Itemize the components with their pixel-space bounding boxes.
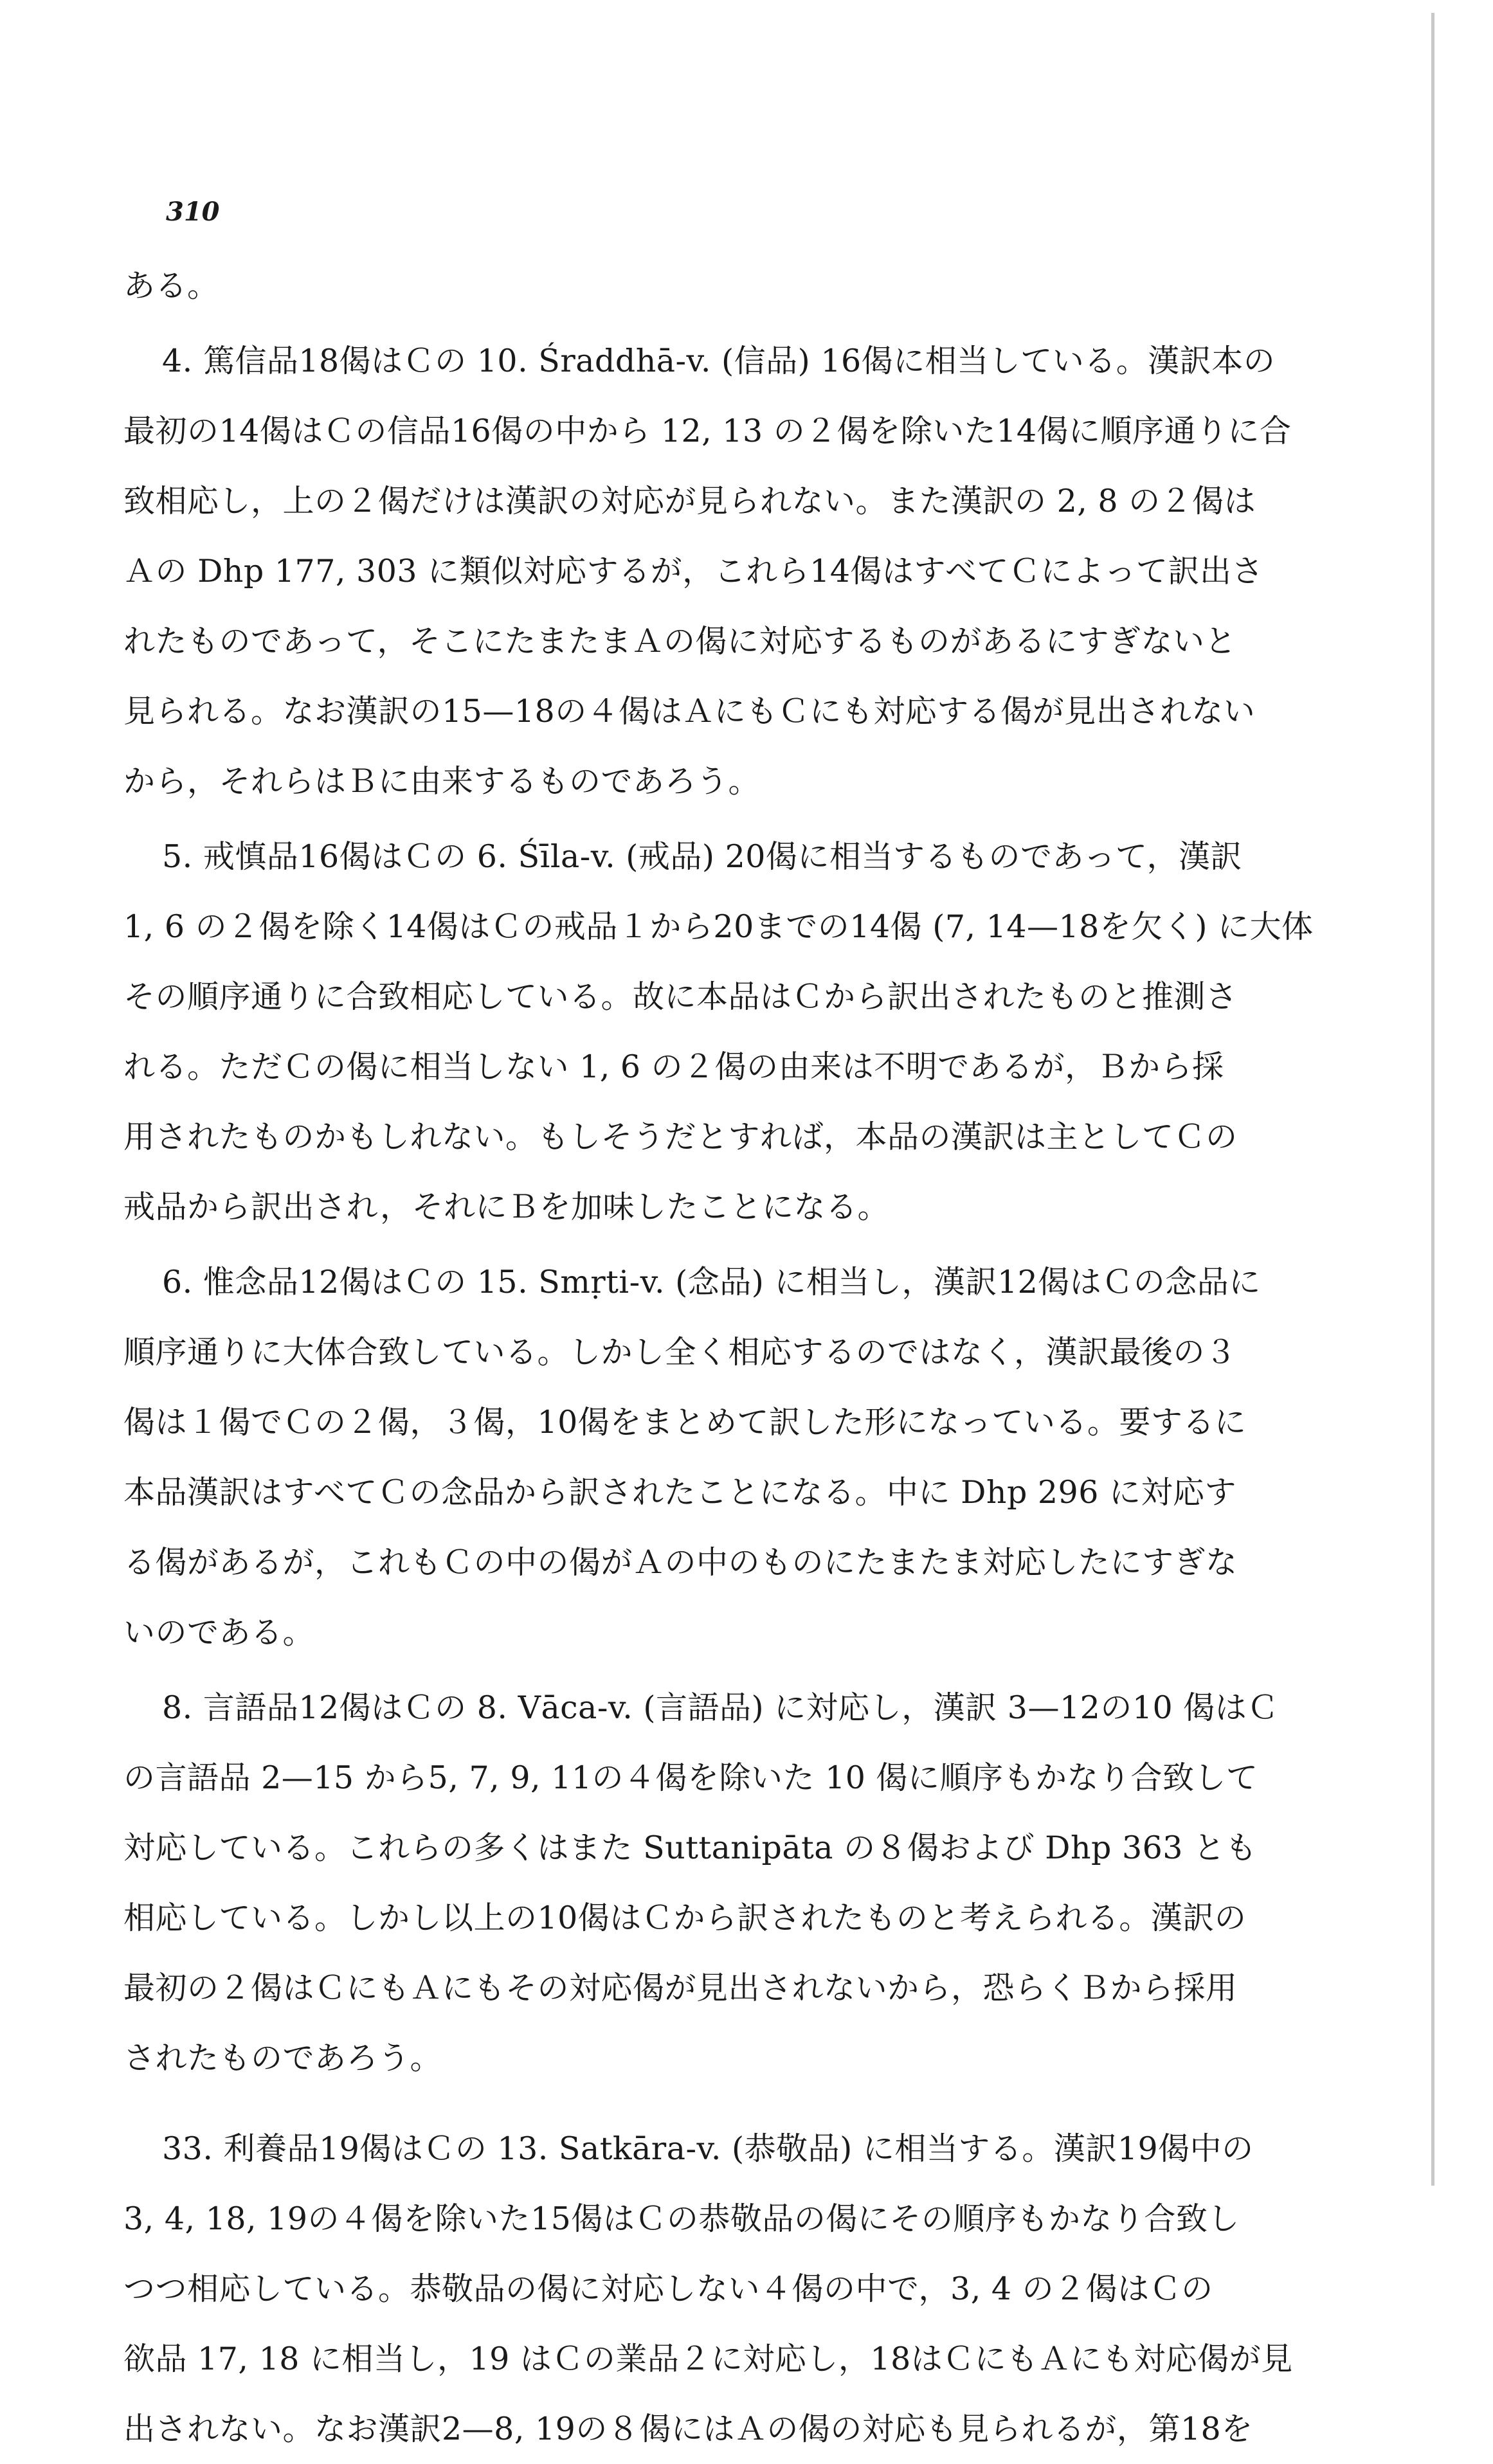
text-line: 1, 6 の２偈を除く14偈はＣの戒品１から20までの14偈 (7, 14—18を欠く) に大体 <box>123 908 1314 945</box>
scan-edge-line <box>1431 13 1434 2186</box>
text-line: 3, 4, 18, 19の４偈を除いた15偈はＣの恭敬品の偈にその順序もかなり合致し <box>123 2200 1240 2237</box>
text-line: つつ相応している。恭敬品の偈に対応しない４偈の中で，3, 4 の２偈はＣの <box>123 2271 1213 2307</box>
text-line: いのである。 <box>123 1614 315 1651</box>
text-line: る偈があるが，これもＣの中の偈がＡの中のものにたまたま対応したにすぎな <box>123 1544 1238 1581</box>
text-line: 5. 戒慎品16偈はＣの 6. Śīla-v. (戒品) 20偈に相当するものであって，漢訳 <box>162 838 1242 875</box>
text-line: その順序通りに合致相応している。故に本品はＣから訳出されたものと推測さ <box>123 978 1238 1015</box>
text-line: れたものであって，そこにたまたまＡの偈に対応するものがあるにすぎないと <box>123 623 1237 660</box>
text-line: 戒品から訳出され，それにＢを加味したことになる。 <box>123 1189 889 1225</box>
text-line: 致相応し，上の２偈だけは漢訳の対応が見られない。また漢訳の 2, 8 の２偈は <box>123 483 1256 519</box>
text-line: 相応している。しかし以上の10偈はＣから訳されたものと考えられる。漢訳の <box>123 1900 1247 1936</box>
paragraph-section-6 <box>123 1247 1261 1668</box>
text-line: ある。 <box>123 267 219 304</box>
paragraph-section-33 <box>123 2114 1293 2464</box>
text-line: 4. 篤信品18偈はＣの 10. Śraddhā-v. (信品) 16偈に相当している。漢訳本の <box>162 343 1276 379</box>
text-line: 欲品 17, 18 に相当し，19 はＣの業品２に対応し，18はＣにもＡにも対応偈が見 <box>123 2341 1293 2377</box>
paragraph-section-4 <box>123 326 1292 816</box>
text-line: 本品漢訳はすべてＣの念品から訳されたことになる。中に Dhp 296 に対応す <box>123 1474 1236 1511</box>
text-line: の言語品 2—15 から5, 7, 9, 11の４偈を除いた 10 偈に順序もかなり合致して <box>123 1759 1258 1796</box>
body-text <box>123 251 1314 2464</box>
text-line: 見られる。なお漢訳の15—18の４偈はＡにもＣにも対応する偈が見出されない <box>123 693 1256 730</box>
text-line: 出されない。なお漢訳2—8, 19の８偈にはＡの偈の対応も見られるが，第18を <box>123 2411 1253 2447</box>
text-line: Ａの Dhp 177, 303 に類似対応するが，これら14偈はすべてＣによって訳出さ <box>123 553 1264 589</box>
text-line: 最初の２偈はＣにもＡにもその対応偈が見出されないから，恐らくＢから採用 <box>123 1970 1238 2006</box>
text-line: 6. 惟念品12偈はＣの 15. Smṛti-v. (念品) に相当し，漢訳12偈はＣの念品に <box>162 1264 1261 1300</box>
text-line: 用されたものかもしれない。もしそうだとすれば，本品の漢訳は主としてＣの <box>123 1119 1238 1155</box>
paragraph-section-5 <box>123 822 1314 1242</box>
text-line: 最初の14偈はＣの信品16偈の中から 12, 13 の２偈を除いた14偈に順序通りに合 <box>123 413 1292 449</box>
paragraph-intro <box>123 251 1250 321</box>
text-line: 33. 利養品19偈はＣの 13. Satkāra-v. (恭敬品) に相当する。漢訳19偈中の <box>162 2130 1254 2167</box>
page-number: 310 <box>166 197 220 227</box>
text-line: れる。ただＣの偈に相当しない 1, 6 の２偈の由来は不明であるが，Ｂから採 <box>123 1048 1224 1085</box>
text-line: 8. 言語品12偈はＣの 8. Vāca-v. (言語品) に対応し，漢訳 3—12の10 偈はＣ <box>162 1689 1279 1726</box>
text-line: 偈は１偈でＣの２偈，３偈，10偈をまとめて訳した形になっている。要するに <box>123 1404 1247 1441</box>
text-line: 順序通りに大体合致している。しかし全く相応するのではなく，漢訳最後の３ <box>123 1334 1237 1371</box>
paragraph-section-8 <box>123 1673 1279 2093</box>
text-line: 対応している。これらの多くはまた Suttanipāta の８偈および Dhp 363 とも <box>123 1830 1258 1866</box>
text-line: から，それらはＢに由来するものであろう。 <box>123 763 761 800</box>
text-line: されたものであろう。 <box>123 2040 442 2076</box>
